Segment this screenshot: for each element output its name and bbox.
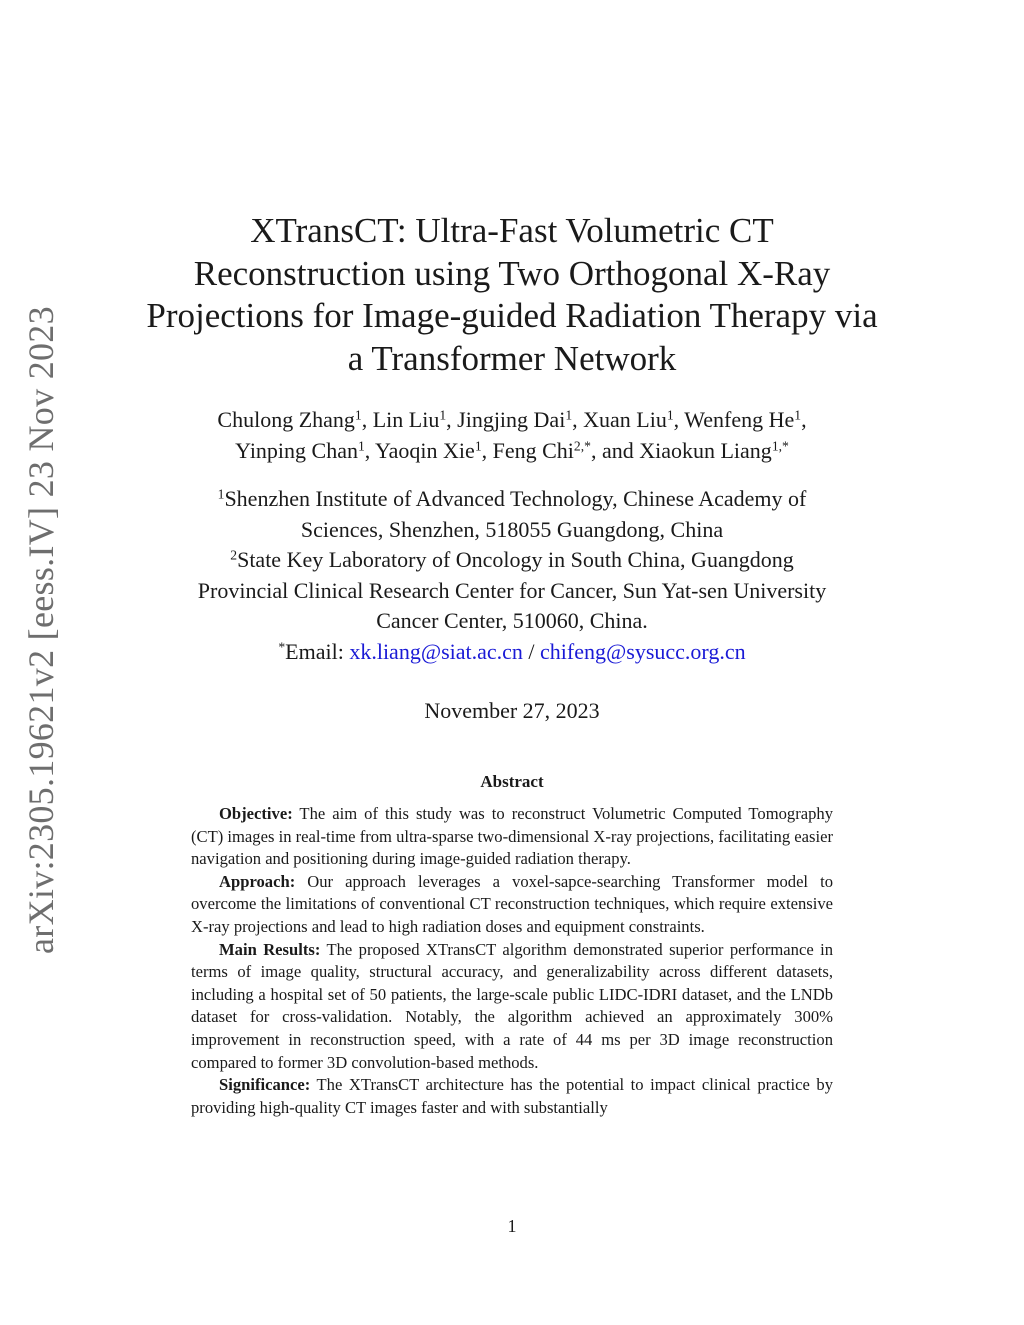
author-name: Chulong Zhang [217,407,355,432]
objective-label: Objective: [219,804,293,823]
author-name: Xuan Liu [583,407,667,432]
affiliations [130,484,894,667]
approach-text: Our approach leverages a voxel-sapce-searching Transformer model to overcome the limitations of conventional CT reconstruction techniques, which require extensive X-ray projections and lead to high radiation doses and equipment constraints. [191,871,833,936]
page-number: 1 [507,1216,517,1236]
corresponding-mark: * [278,639,286,654]
abstract-approach [191,871,833,939]
title-line: XTransCT: Ultra-Fast Volumetric CT [250,211,774,250]
author-name: Xiaokun Liang [639,438,772,463]
author-affiliation-mark: 1 [357,438,365,454]
author-separator: , [673,407,685,432]
affiliation-2-line-2: Provincial Clinical Research Center for Cancer, Sun Yat-sen University [197,577,827,603]
author-affiliation-mark: 1 [439,407,447,423]
affiliation-text: State Key Laboratory of Oncology in South China, Guangdong [237,547,794,572]
author-affiliation-mark: 2,* [573,438,591,454]
significance-text: The XTransCT architecture has the potential to impact clinical practice by providing high-quality CT images faster and with substantially [191,1075,833,1117]
objective-text: The aim of this study was to reconstruct Volumetric Computed Tomography (CT) images in real-time from ultra-sparse two-dimensional X-ray projections, facilitating easier navigation and positioning during image-guided radiation therapy. [191,804,833,869]
paper-title [130,210,894,380]
abstract-body [191,803,833,1119]
author-name: Jingjing Dai [457,407,566,432]
author-separator: , [364,438,375,463]
affiliation-1-line-2: Sciences, Shenzhen, 518055 Guangdong, China [300,516,724,542]
author-name: Yinping Chan [235,438,358,463]
author-affiliation-mark: 1,* [771,438,789,454]
publication-date: November 27, 2023 [424,698,600,723]
author-separator: , [572,407,584,432]
affiliation-mark: 1 [217,486,225,502]
author-affiliation-mark: 1 [565,407,573,423]
author-separator: , and [590,438,640,463]
email-link-liang[interactable]: xk.liang@siat.ac.cn [349,638,523,664]
abstract-significance [191,1074,833,1119]
email-line [130,637,894,668]
approach-label: Approach: [219,871,296,891]
abstract-main-results [191,939,833,1075]
email-label: Email: [285,638,350,664]
main-results-text: The proposed XTransCT algorithm demonstrated superior performance in terms of image quality, structural accuracy, and generalizability across different datasets, including a hospital set of 50 patients, the large-scale public LIDC-IDRI dataset, and the LNDb dataset for cross-validation. Notably, the algorithm achieved an approximately 300% improvement in reconstruction speed, with a rate of 44 ms per 3D image reconstruction compared to former 3D convolution-based methods. [191,939,833,1072]
arxiv-side-identifier: arXiv:2305.19621v2 [eess.IV] 23 Nov 2023 [21,306,61,954]
author-separator: , [801,407,807,432]
title-line: a Transformer Network [347,338,677,378]
main-results-label: Main Results: [219,939,321,959]
author-name: Wenfeng He [684,407,795,432]
author-name: Feng Chi [492,438,574,463]
title-line: Reconstruction using Two Orthogonal X-Ray [193,253,831,293]
author-separator: , [446,407,458,432]
author-affiliation-mark: 1 [794,407,802,423]
affiliation-2-line-1 [130,545,894,576]
affiliation-mark: 2 [230,547,238,563]
author-line-1 [130,404,894,435]
author-affiliation-mark: 1 [354,407,362,423]
email-separator: / [522,638,541,664]
affiliation-1-line-1 [130,484,894,515]
author-list [130,404,894,466]
abstract-heading: Abstract [480,772,544,791]
significance-label: Significance: [219,1075,311,1095]
affiliation-text: Shenzhen Institute of Advanced Technology, Chinese Academy of [224,486,807,511]
author-separator: , [481,438,493,463]
affiliation-2-line-3: Cancer Center, 510060, China. [376,608,648,633]
author-name: Yaoqin Xie [374,438,475,463]
author-separator: , [361,407,373,432]
author-affiliation-mark: 1 [474,438,482,454]
abstract-objective [191,803,833,871]
author-line-2 [130,435,894,466]
author-affiliation-mark: 1 [666,407,674,423]
author-name: Lin Liu [372,407,440,432]
title-line: Projections for Image-guided Radiation Therapy via [146,296,878,335]
email-link-chi[interactable]: chifeng@sysucc.org.cn [540,638,746,664]
